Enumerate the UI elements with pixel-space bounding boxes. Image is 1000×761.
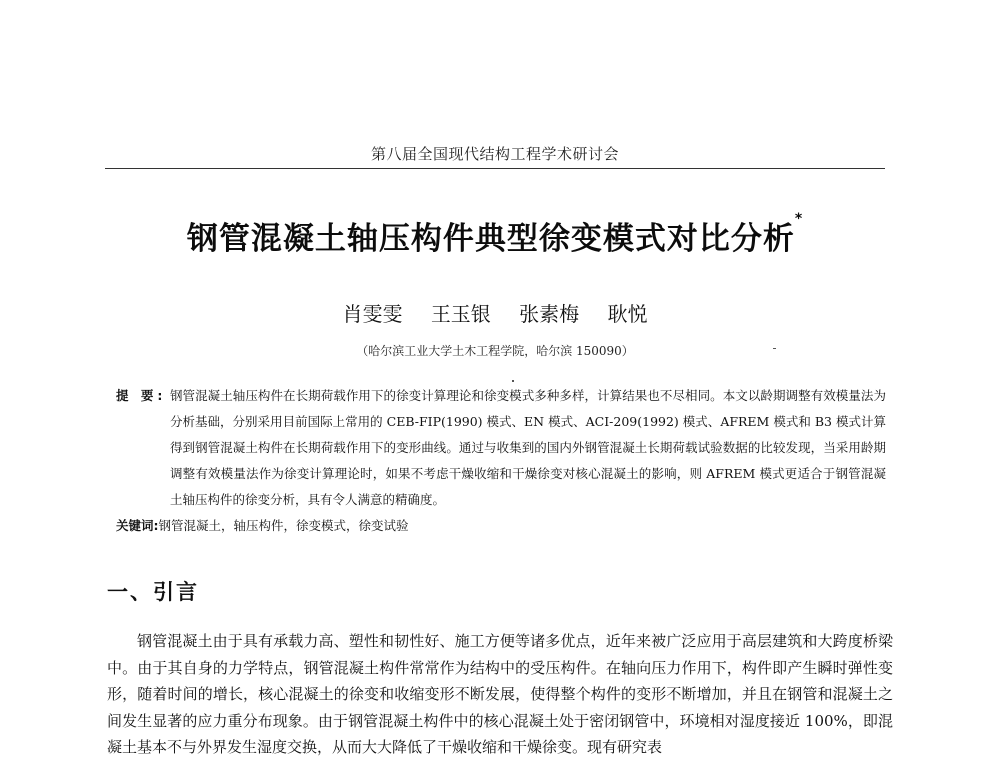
scan-speck	[773, 348, 776, 349]
author-name: 肖雯雯	[342, 302, 403, 326]
keywords-text: 钢管混凝土，轴压构件，徐变模式，徐变试验	[158, 518, 409, 533]
author-name: 王玉银	[430, 302, 491, 326]
paper-title	[105, 213, 885, 258]
abstract-label: 提 要:	[116, 388, 167, 403]
section-heading: 一、引言	[107, 580, 199, 604]
affiliation: （哈尔滨工业大学土木工程学院，哈尔滨 150090）	[356, 344, 634, 358]
scan-speck	[512, 380, 514, 382]
keywords-label: 关键词:	[116, 518, 159, 533]
paper-title-text: 钢管混凝土轴压构件典型徐变模式对比分析	[186, 221, 795, 257]
conference-header: 第八届全国现代结构工程学术研讨会	[370, 145, 619, 163]
title-footnote-mark: *	[794, 211, 804, 227]
abstract-text: 钢管混凝土轴压构件在长期荷载作用下的徐变计算理论和徐变模式多种多样，计算结果也不尽相同。本文以龄期调整有效模量法为分析基础，分别采用目前国际上常用的 CEB-FIP(1990) 模式、EN 模式、ACI-209(1992) 模式、AFREM 模式和 B3 模式计算得到钢管混凝土构件在长期荷载作用下的变形曲线。通过与收集到的国内外钢管混凝土长期荷载试验数据的比较发现，当采用龄期调整有效模量法作为徐变计算理论时，如果不考虑干燥收缩和干燥徐变对核心混凝土的影响，则 AFREM 模式更适合于钢管混凝土轴压构件的徐变分析，具有令人满意的精确度。	[170, 388, 886, 507]
author-name: 张素梅	[519, 302, 580, 326]
abstract	[116, 383, 886, 513]
header-rule	[105, 168, 885, 169]
intro-paragraph: 钢管混凝土由于具有承载力高、塑性和韧性好、施工方便等诸多优点，近年来被广泛应用于高层建筑和大跨度桥梁中。由于其自身的力学特点，钢管混凝土构件常常作为结构中的受压构件。在轴向压力作用下，构件即产生瞬时弹性变形，随着时间的增长，核心混凝土的徐变和收缩变形不断发展，使得整个构件的变形不断增加，并且在钢管和混凝土之间发生显著的应力重分布现象。由于钢管混凝土构件中的核心混凝土处于密闭钢管中，环境相对湿度接近 100%，即混凝土基本不与外界发生湿度交换，从而大大降低了干燥收缩和干燥徐变。现有研究表	[107, 632, 893, 756]
author-list	[105, 298, 885, 327]
author-name: 耿悦	[607, 302, 648, 326]
keywords	[116, 516, 886, 534]
